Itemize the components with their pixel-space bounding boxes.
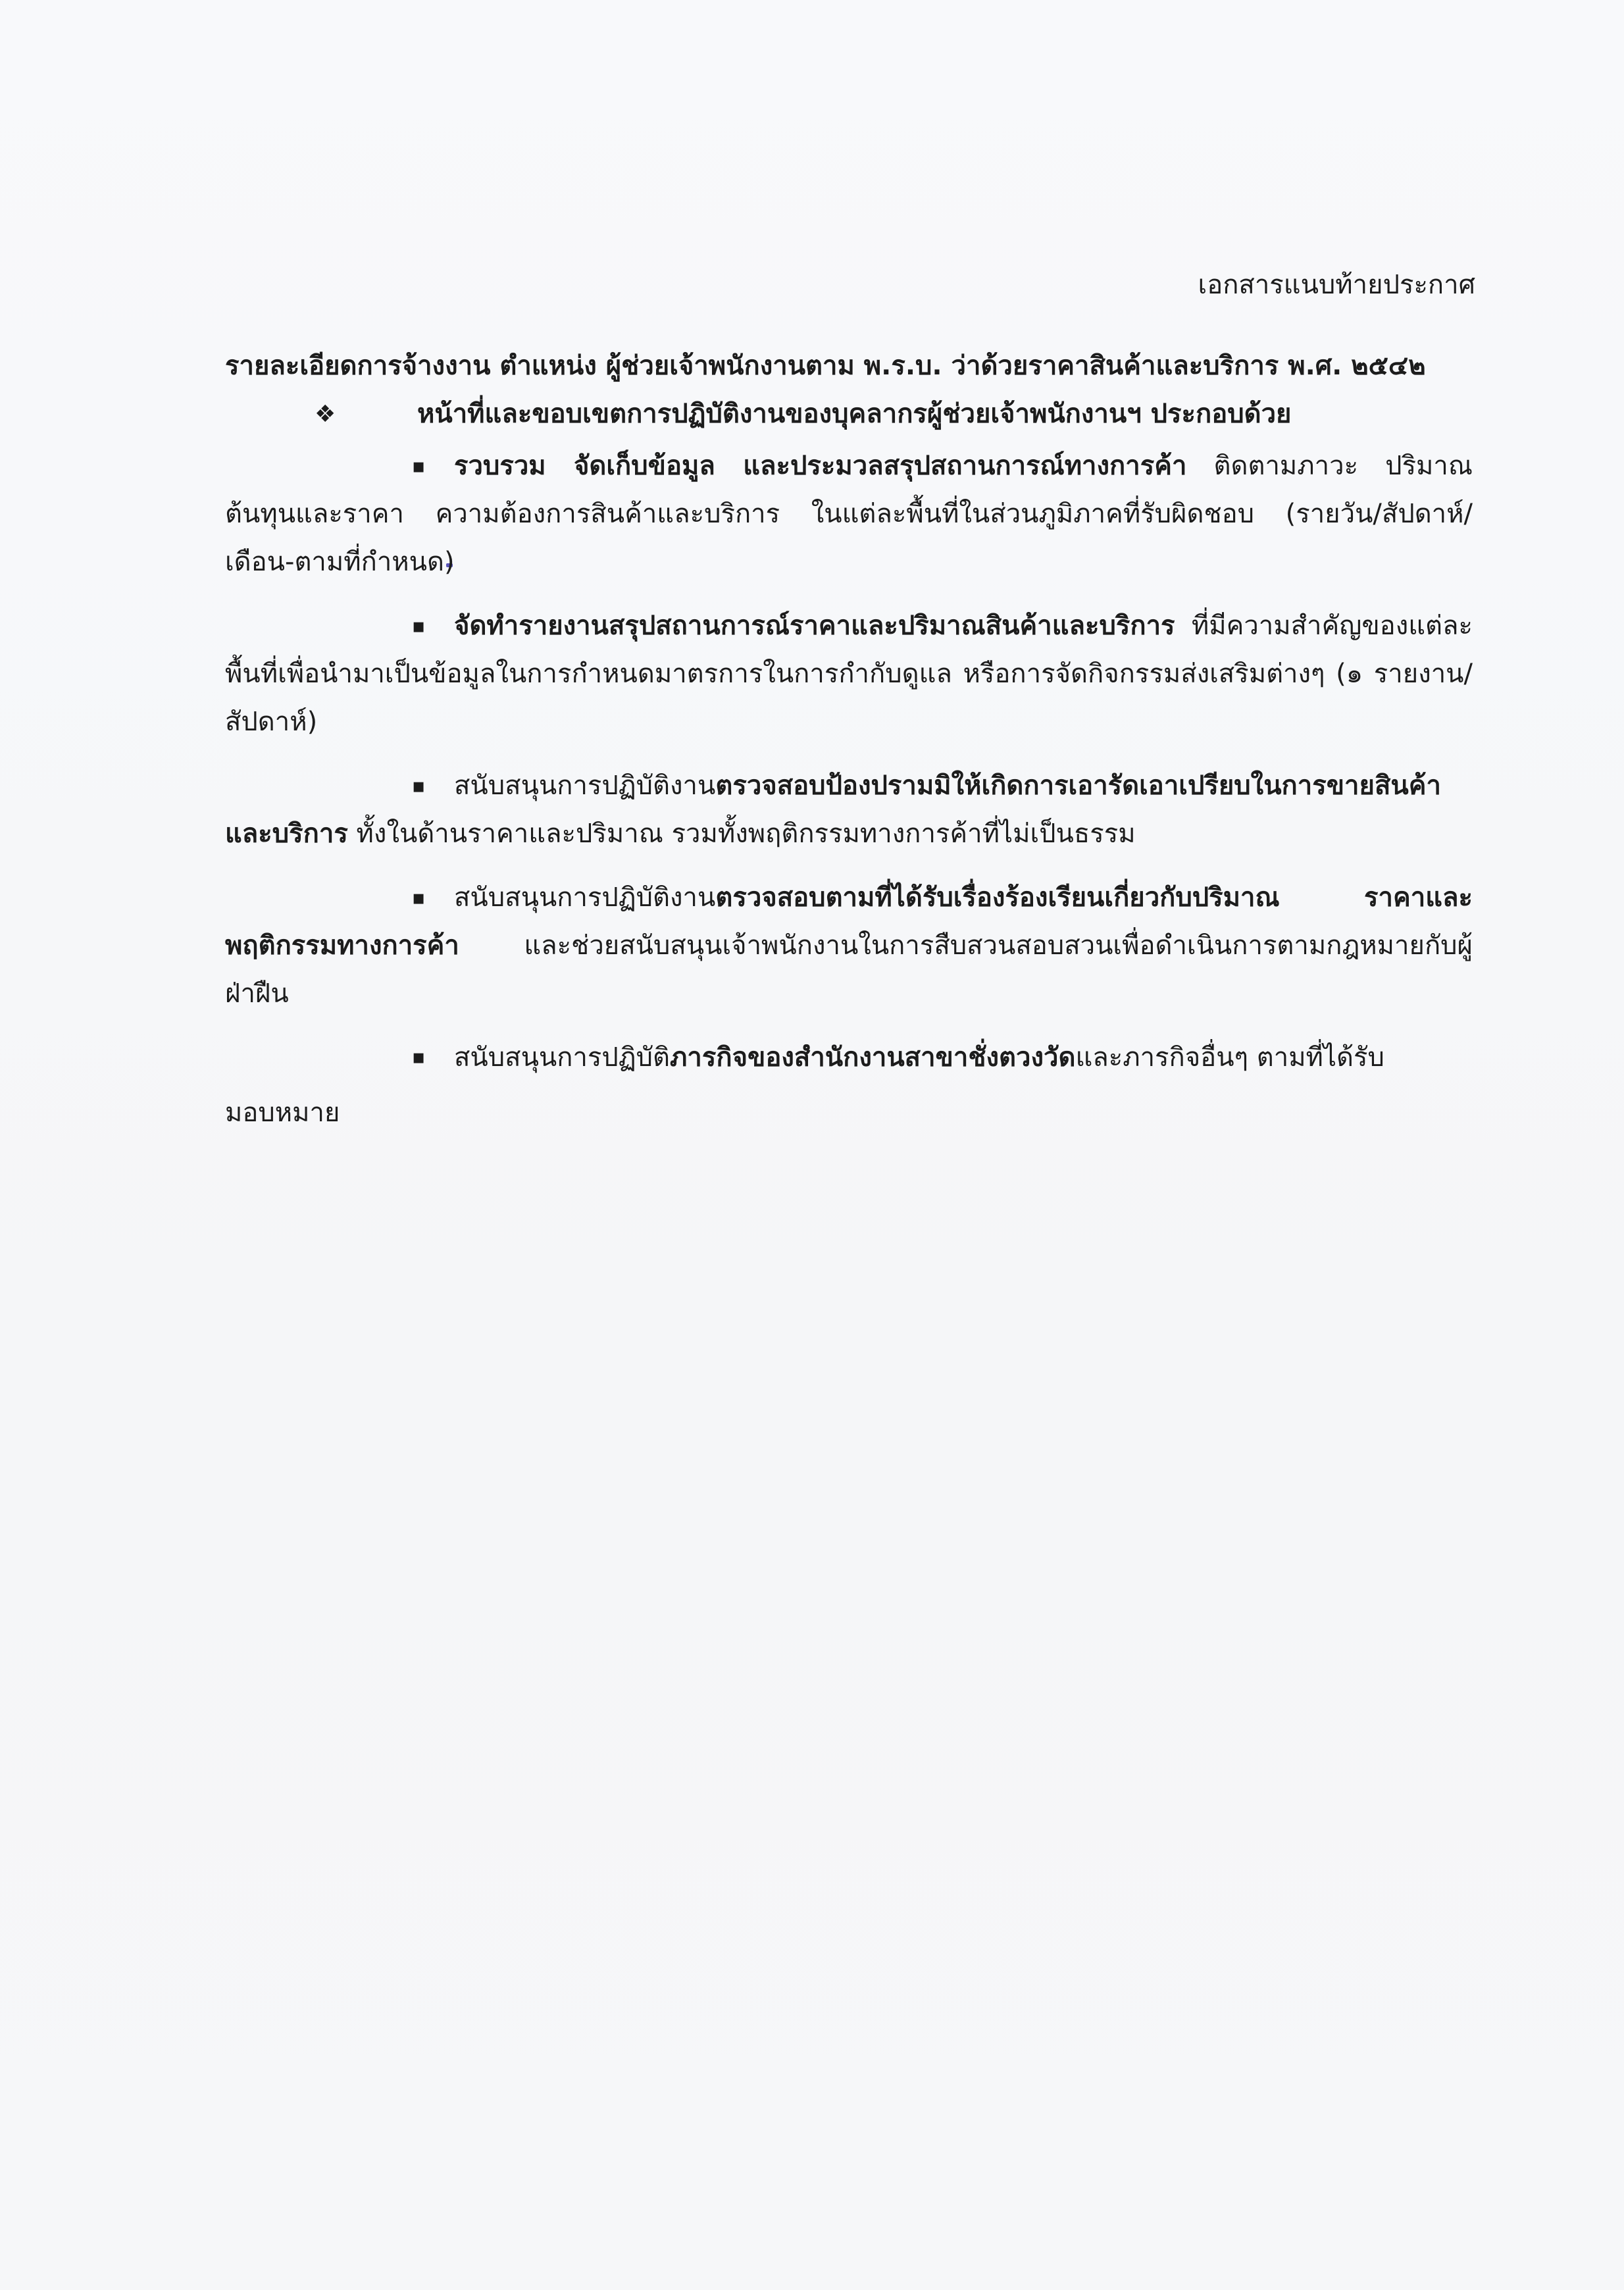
- duties-intro: [225, 390, 1473, 438]
- duty-item-text: ติดตามภาวะ ปริมาณ ต้นทุนและราคา ความต้องการสินค้าและบริการ ในแต่ละพื้นที่ในส่วนภูมิภาคที่รับผิดชอบ (รายวัน/สัปดาห์/เดือน-ตามที่กำหนด): [225, 451, 1473, 577]
- duty-item-heading: ภารกิจของสำนักงานสาขาชั่งตวงวัด: [670, 1042, 1076, 1073]
- square-bullet-icon: ▪: [412, 455, 426, 478]
- duty-item-tail: มอบหมาย: [225, 1098, 340, 1128]
- document-title: รายละเอียดการจ้างงาน ตำแหน่ง ผู้ช่วยเจ้าพนักงานตาม พ.ร.บ. ว่าด้วยราคาสินค้าและบริการ พ.ศ. ๒๕๔๒: [225, 351, 1426, 381]
- document-body: [225, 342, 1473, 1152]
- duty-item-heading: ตรวจสอบป้องปรามมิให้เกิดการเอารัดเอาเปรียบในการขายสินค้าและบริการ: [225, 771, 1441, 849]
- duty-item-prefix: สนับสนุนการปฏิบัติงาน: [454, 771, 716, 801]
- duty-item-heading: ตรวจสอบตามที่ได้รับเรื่องร้องเรียนเกี่ยวกับปริมาณ ราคาและพฤติกรรมทางการค้า: [225, 882, 1473, 961]
- attachment-header-note: เอกสารแนบท้ายประกาศ: [1198, 270, 1475, 300]
- duty-item: [225, 602, 1473, 746]
- duty-item-text: ที่มีความสำคัญของแต่ละพื้นที่เพื่อนำมาเป็นข้อมูลในการกำหนดมาตรการในการกำกับดูแล หรือการจัดกิจกรรมส่งเสริมต่างๆ (๑ รายงาน/สัปดาห์): [225, 611, 1473, 737]
- duty-item-text: ทั้งในด้านราคาและปริมาณ รวมทั้งพฤติกรรมทางการค้าที่ไม่เป็นธรรม: [347, 819, 1136, 849]
- duty-item-text: และช่วยสนับสนุนเจ้าพนักงานในการสืบสวนสอบสวนเพื่อดำเนินการตามกฎหมายกับผู้ฝ่าฝืน: [225, 930, 1473, 1009]
- duty-item-heading: รวบรวม จัดเก็บข้อมูล และประมวลสรุปสถานการณ์ทางการค้า: [454, 451, 1187, 481]
- duty-item: [225, 442, 1473, 586]
- square-bullet-icon: ▪: [412, 775, 426, 798]
- duty-item-prefix: สนับสนุนการปฏิบัติ: [454, 1042, 671, 1073]
- duty-item: [225, 874, 1473, 1018]
- duty-item: [225, 762, 1473, 858]
- square-bullet-icon: ▪: [412, 615, 426, 638]
- square-bullet-icon: ▪: [412, 1046, 426, 1069]
- duty-item-prefix: สนับสนุนการปฏิบัติงาน: [454, 882, 716, 913]
- diamond-bullet-icon: ❖: [315, 401, 336, 428]
- duty-item-heading: จัดทำรายงานสรุปสถานการณ์ราคาและปริมาณสินค้าและบริการ: [454, 611, 1175, 641]
- square-bullet-icon: ▪: [412, 886, 426, 909]
- duty-item: [225, 1034, 1473, 1136]
- duty-item-text: และภารกิจอื่นๆ ตามที่ได้รับ: [1075, 1042, 1384, 1073]
- duties-intro-text: หน้าที่และขอบเขตการปฏิบัติงานของบุคลากรผู้ช่วยเจ้าพนักงานฯ ประกอบด้วย: [417, 399, 1292, 429]
